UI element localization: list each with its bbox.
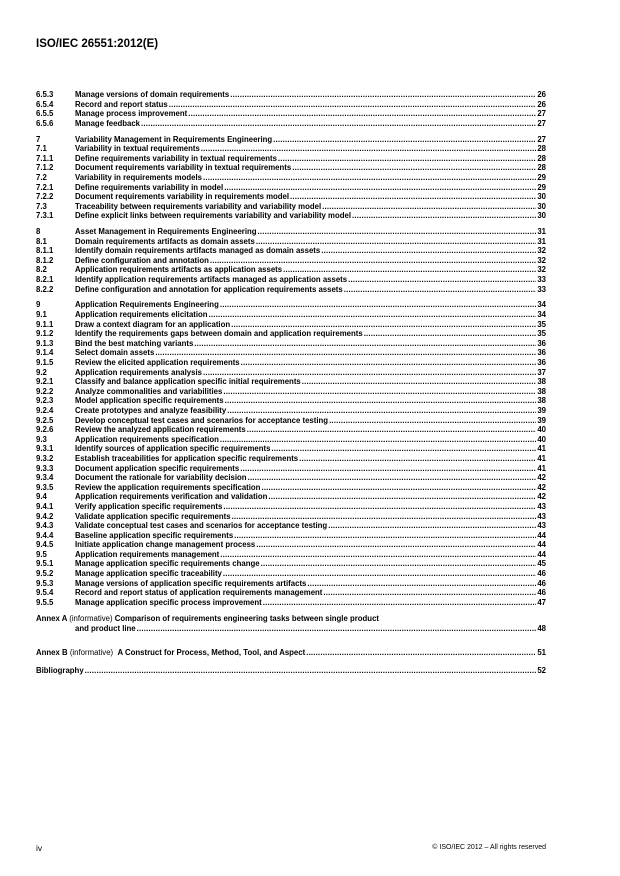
toc-entry: [36, 237, 546, 247]
toc-entry-number: 9.5.4: [36, 588, 54, 598]
toc-entry-number: 9.2.4: [36, 405, 54, 415]
toc-entry: [36, 464, 546, 474]
dot-leader: [85, 666, 537, 676]
toc-entry-title: Select domain assets: [75, 348, 155, 358]
toc-entry-title: Define requirements variability in textual requirements: [75, 153, 277, 163]
toc-entry-number: 9.2.6: [36, 425, 54, 435]
toc-entry-page: 26: [537, 99, 546, 109]
dot-leader: [329, 416, 536, 426]
bibliography-entry: [36, 666, 546, 676]
toc-entry-page: 34: [537, 310, 546, 320]
dot-leader: [364, 329, 537, 339]
toc-entry-title: Develop conceptual test cases and scenarios for acceptance testing: [75, 415, 329, 425]
toc-entry: [36, 444, 546, 454]
toc-entry-title: Validate conceptual test cases and scenarios for acceptance testing: [75, 521, 328, 531]
toc-entry-title: Identify sources of application specific requirements: [75, 444, 271, 454]
toc-entry-page: 39: [537, 405, 546, 415]
dot-leader: [223, 387, 536, 397]
toc-entry-page: 43: [537, 511, 546, 521]
toc-entry-title: Manage process improvement: [75, 109, 188, 119]
toc-entry-title: Record and report status: [75, 99, 168, 109]
annex-a-informative: (informative): [69, 614, 113, 623]
toc-entry: [36, 90, 546, 100]
dot-leader: [203, 368, 536, 378]
toc-entry: [36, 425, 546, 435]
toc-entry: [36, 550, 546, 560]
toc-entry-number: 6.5.6: [36, 118, 54, 128]
toc-entry: [36, 154, 546, 164]
dot-leader: [328, 521, 536, 531]
annex-a-title-line1: Comparison of requirements engineering tasks between single product: [114, 614, 379, 623]
toc-entry-page: 45: [537, 559, 546, 569]
toc-entry-page: 34: [537, 300, 546, 310]
toc-entry-title: Application requirements artifacts as application assets: [75, 265, 283, 275]
toc-entry-page: 43: [537, 501, 546, 511]
toc-entry-page: 44: [537, 540, 546, 550]
dot-leader: [155, 348, 536, 358]
dot-leader: [230, 90, 536, 100]
dot-leader: [234, 531, 536, 541]
toc-entry-number: 9.2: [36, 367, 47, 377]
dot-leader: [273, 135, 536, 145]
toc-entry-page: 28: [537, 163, 546, 173]
toc-entry-page: 29: [537, 182, 546, 192]
toc-entry-number: 9.1: [36, 310, 47, 320]
toc-entry-number: 9.4.4: [36, 530, 54, 540]
toc-entry-number: 9.2.3: [36, 396, 54, 406]
toc-entry-page: 28: [537, 144, 546, 154]
dot-leader: [223, 569, 536, 579]
toc-entry-page: 38: [537, 377, 546, 387]
dot-leader: [261, 483, 536, 493]
dot-leader: [220, 300, 536, 310]
toc-entry: [36, 521, 546, 531]
bibliography-page: 52: [537, 666, 546, 675]
toc-entry-title: Variability in requirements models: [75, 172, 202, 182]
toc-entry-title: Domain requirements artifacts as domain assets: [75, 236, 255, 246]
toc-entry-page: 31: [537, 227, 546, 237]
footer-page-number: iv: [36, 843, 43, 853]
toc-entry-title: Review the application requirements specification: [75, 482, 261, 492]
toc-entry-page: 42: [537, 473, 546, 483]
toc-entry: [36, 531, 546, 541]
toc-entry-page: 30: [537, 211, 546, 221]
toc-entry-title: Document requirements variability in textual requirements: [75, 163, 292, 173]
toc-entry-title: Application requirements specification: [75, 434, 219, 444]
dot-leader: [348, 275, 536, 285]
annex-b-title: A Construct for Process, Method, Tool, and Aspect: [117, 648, 306, 657]
dot-leader: [241, 358, 537, 368]
toc-entry-number: 7.2.1: [36, 182, 54, 192]
toc-entry-title: Manage versions of application specific requirements artifacts: [75, 578, 307, 588]
dot-leader: [141, 119, 536, 129]
toc-entry-page: 28: [537, 153, 546, 163]
toc-entry: [36, 569, 546, 579]
toc-entry-number: 9.5.3: [36, 578, 54, 588]
toc-entry-title: Manage application specific requirements change: [75, 559, 260, 569]
dot-leader: [261, 559, 537, 569]
toc-entry-title: Manage application specific traceability: [75, 569, 222, 579]
annex-b-informative: (informative): [69, 648, 114, 657]
dot-leader: [256, 237, 536, 247]
toc-entry-number: 7.3.1: [36, 211, 54, 221]
toc-entry-number: 9.5: [36, 549, 47, 559]
toc-entry-title: Manage feedback: [75, 118, 140, 128]
dot-leader: [231, 320, 536, 330]
toc-entry: [36, 387, 546, 397]
dot-leader: [321, 246, 536, 256]
toc-entry-title: Variability Management in Requirements Engineering: [75, 134, 273, 144]
toc-entry-number: 9.4.3: [36, 521, 54, 531]
toc-entry: [36, 211, 546, 221]
dot-leader: [227, 406, 536, 416]
toc-entry-page: 43: [537, 521, 546, 531]
toc-entry-number: 9.3.3: [36, 463, 54, 473]
dot-leader: [352, 211, 536, 221]
toc-entry-title: Manage application specific process improvement: [75, 597, 262, 607]
toc-entry-title: Define explicit links between requirements variability and variability model: [75, 211, 352, 221]
toc-entry-number: 9.2.2: [36, 386, 54, 396]
toc-entry-page: 46: [537, 578, 546, 588]
dot-leader: [225, 396, 537, 406]
toc-entry-title: Application requirements management: [75, 549, 220, 559]
toc-entry-page: 42: [537, 482, 546, 492]
toc-entry-page: 35: [537, 319, 546, 329]
dot-leader: [256, 540, 536, 550]
toc-entry-page: 36: [537, 348, 546, 358]
toc-entry: [36, 119, 546, 129]
toc-entry: [36, 579, 546, 589]
toc-entry: [36, 339, 546, 349]
toc-entry-title: Verify application specific requirements: [75, 501, 223, 511]
toc-entry-title: Application requirements elicitation: [75, 310, 208, 320]
toc-entry-title: Review the elicited application requirements: [75, 358, 240, 367]
toc-entry: [36, 109, 546, 119]
toc-entry-number: 7.1: [36, 144, 47, 154]
dot-leader: [248, 473, 537, 483]
toc-entry-number: 9.4: [36, 492, 47, 502]
toc-entry-page: 44: [537, 530, 546, 540]
toc-entry-title: Asset Management in Requirements Engineering: [75, 227, 257, 237]
toc-entry-number: 8.1: [36, 236, 47, 246]
dot-leader: [306, 648, 536, 658]
toc-entry-number: 9.3.5: [36, 482, 54, 492]
toc-entry: [36, 396, 546, 406]
toc-entry-title: Application requirements analysis: [75, 367, 202, 377]
toc-entry-number: 8.2.1: [36, 275, 54, 285]
toc-entry: [36, 512, 546, 522]
toc-entry: [36, 454, 546, 464]
toc-entry-number: 7.1.2: [36, 163, 54, 173]
toc-entry: [36, 358, 546, 368]
toc-entry-number: 8: [36, 227, 41, 237]
toc-entry: [36, 173, 546, 183]
dot-leader: [169, 100, 537, 110]
dot-leader: [323, 588, 536, 598]
toc-entry-title: Define configuration and annotation for application requirements assets: [75, 284, 343, 294]
toc-entry-title: Review the analyzed application requirements: [75, 425, 246, 435]
toc-entry-page: 44: [537, 549, 546, 559]
table-of-contents: [36, 90, 546, 607]
toc-entry: [36, 368, 546, 378]
toc-entry-number: 9.1.5: [36, 358, 54, 367]
annex-a-title-line2: and product line: [75, 624, 136, 633]
toc-entry-page: 37: [537, 367, 546, 377]
toc-entry-page: 38: [537, 396, 546, 406]
toc-entry: [36, 492, 546, 502]
toc-entry-page: 27: [537, 134, 546, 144]
toc-entry-page: 27: [537, 118, 546, 128]
toc-entry-number: 8.2.2: [36, 284, 54, 294]
toc-entry-page: 33: [537, 275, 546, 285]
toc-entry-number: 9: [36, 300, 41, 310]
toc-entry-title: Application Requirements Engineering: [75, 300, 219, 310]
dot-leader: [283, 265, 536, 275]
toc-entry: [36, 377, 546, 387]
toc-entry-number: 9.3: [36, 434, 47, 444]
toc-entry: [36, 559, 546, 569]
toc-entry-number: 7: [36, 134, 41, 144]
dot-leader: [203, 173, 536, 183]
dot-leader: [220, 550, 536, 560]
toc-entry-page: 42: [537, 492, 546, 502]
toc-entry: [36, 300, 546, 310]
dot-leader: [247, 425, 537, 435]
toc-entry: [36, 598, 546, 608]
toc-entry-page: 40: [537, 425, 546, 435]
toc-entry-number: 9.3.4: [36, 473, 54, 483]
dot-leader: [209, 310, 537, 320]
toc-entry-title: Identify domain requirements artifacts managed as domain assets: [75, 246, 321, 256]
toc-entry: [36, 227, 546, 237]
dot-leader: [210, 256, 536, 266]
toc-entry-page: 41: [537, 453, 546, 463]
toc-entry-number: 9.4.1: [36, 501, 54, 511]
dot-leader: [201, 144, 537, 154]
toc-entry: [36, 329, 546, 339]
toc-entry-number: 9.5.5: [36, 597, 54, 607]
toc-entry-number: 9.1.3: [36, 338, 54, 348]
toc-entry-page: 41: [537, 444, 546, 454]
dot-leader: [223, 502, 536, 512]
toc-entry: [36, 540, 546, 550]
toc-entry-title: Manage versions of domain requirements: [75, 90, 230, 99]
toc-entry-page: 46: [537, 588, 546, 598]
toc-entry-title: Document the rationale for variability decision: [75, 473, 247, 483]
dot-leader: [268, 492, 536, 502]
annex-a-label: Annex A: [36, 614, 68, 623]
toc-entry-number: 9.2.5: [36, 415, 54, 425]
toc-entry: [36, 265, 546, 275]
toc-entry-title: Model application specific requirements: [75, 396, 224, 406]
toc-entry: [36, 144, 546, 154]
toc-entry-number: 9.1.4: [36, 348, 54, 358]
toc-entry-number: 9.1.1: [36, 319, 54, 329]
toc-entry: [36, 483, 546, 493]
toc-entry-title: Establish traceabilities for application specific requirements: [75, 453, 299, 463]
toc-entry: [36, 473, 546, 483]
toc-entry-title: Document application specific requirements: [75, 463, 240, 473]
toc-entry-title: Initiate application change management process: [75, 540, 256, 550]
toc-entry: [36, 183, 546, 193]
toc-entry-number: 9.4.2: [36, 511, 54, 521]
toc-entry-title: Record and report status of application requirements management: [75, 588, 323, 598]
toc-entry-page: 40: [537, 434, 546, 444]
toc-entry-number: 7.1.1: [36, 153, 54, 163]
toc-entry-number: 9.1.2: [36, 329, 54, 339]
toc-entry-page: 30: [537, 192, 546, 202]
toc-entry-number: 6.5.4: [36, 99, 54, 109]
toc-entry-number: 9.5.2: [36, 569, 54, 579]
dot-leader: [278, 154, 536, 164]
dot-leader: [220, 435, 536, 445]
toc-entry-number: 9.2.1: [36, 377, 54, 387]
toc-entry-title: Variability in textual requirements: [75, 144, 200, 154]
toc-entry-page: 39: [537, 415, 546, 425]
annex-b-label: Annex B: [36, 648, 68, 657]
dot-leader: [137, 624, 537, 634]
toc-entry-page: 30: [537, 201, 546, 211]
toc-entry: [36, 256, 546, 266]
toc-entry-page: 38: [537, 386, 546, 396]
dot-leader: [302, 377, 537, 387]
toc-entry-page: 31: [537, 236, 546, 246]
dot-leader: [194, 339, 536, 349]
toc-entry: [36, 502, 546, 512]
toc-entry-page: 47: [537, 597, 546, 607]
dot-leader: [307, 579, 536, 589]
toc-entry-number: 8.1.2: [36, 255, 54, 265]
toc-entry: [36, 588, 546, 598]
toc-entry-title: Identify application requirements artifacts managed as application assets: [75, 275, 348, 285]
toc-entry: [36, 310, 546, 320]
toc-entry-number: 9.3.1: [36, 444, 54, 454]
toc-entry-title: Define requirements variability in model: [75, 182, 224, 192]
toc-entry-title: Baseline application specific requirements: [75, 530, 234, 540]
toc-entry: [36, 435, 546, 445]
toc-entry: [36, 192, 546, 202]
toc-entry: [36, 100, 546, 110]
toc-entry-title: Validate application specific requirements: [75, 511, 231, 521]
toc-entry-page: 26: [537, 90, 546, 99]
dot-leader: [322, 202, 536, 212]
toc-entry: [36, 416, 546, 426]
toc-entry: [36, 406, 546, 416]
toc-entry-title: Classify and balance application specific initial requirements: [75, 377, 301, 387]
toc-entry-number: 6.5.5: [36, 109, 54, 119]
toc-entry-title: Draw a context diagram for an application: [75, 319, 231, 329]
toc-entry: [36, 246, 546, 256]
toc-entry-title: Identify the requirements gaps between domain and application requirements: [75, 329, 363, 339]
dot-leader: [224, 183, 536, 193]
toc-entry-number: 8.1.1: [36, 246, 54, 256]
toc-entry-page: 27: [537, 109, 546, 119]
toc-entry-number: 9.3.2: [36, 453, 54, 463]
toc-entry-page: 36: [537, 358, 546, 367]
bibliography-title: Bibliography: [36, 666, 84, 675]
toc-entry-page: 32: [537, 255, 546, 265]
dot-leader: [240, 464, 536, 474]
document-header: ISO/IEC 26551:2012(E): [36, 38, 159, 50]
toc-entry: [36, 285, 546, 295]
dot-leader: [188, 109, 536, 119]
toc-entry: [36, 275, 546, 285]
toc-entry-page: 46: [537, 569, 546, 579]
footer-copyright: © ISO/IEC 2012 – All rights reserved: [432, 844, 546, 851]
dot-leader: [258, 227, 537, 237]
toc-entry: [36, 135, 546, 145]
toc-entry-page: 36: [537, 338, 546, 348]
toc-entry-page: 29: [537, 172, 546, 182]
toc-entry-number: 6.5.3: [36, 90, 54, 99]
dot-leader: [271, 444, 536, 454]
toc-entry-number: 7.2: [36, 172, 47, 182]
toc-entry-page: 35: [537, 329, 546, 339]
dot-leader: [299, 454, 536, 464]
toc-entry-number: 9.5.1: [36, 559, 54, 569]
toc-entry-page: 33: [537, 284, 546, 294]
toc-entry: [36, 348, 546, 358]
dot-leader: [344, 285, 537, 295]
toc-entry: [36, 320, 546, 330]
annex-a-page: 48: [537, 624, 546, 633]
dot-leader: [290, 192, 536, 202]
dot-leader: [263, 598, 537, 608]
dot-leader: [232, 512, 537, 522]
toc-entry-title: Bind the best matching variants: [75, 338, 194, 348]
toc-entry-number: 8.2: [36, 265, 47, 275]
annex-a-entry: [36, 614, 546, 634]
toc-entry-title: Analyze commonalities and variabilities: [75, 386, 223, 396]
toc-entry-title: Define configuration and annotation: [75, 255, 209, 265]
annex-b-entry: [36, 648, 546, 658]
toc-entry-number: 9.4.5: [36, 540, 54, 550]
toc-entry-title: Application requirements verification and validation: [75, 492, 268, 502]
toc-entry-number: 7.3: [36, 201, 47, 211]
toc-entry: [36, 163, 546, 173]
annex-b-page: 51: [537, 648, 546, 657]
toc-entry-title: Traceability between requirements variability and variability model: [75, 201, 322, 211]
toc-entry-page: 32: [537, 246, 546, 256]
toc-entry-number: 7.2.2: [36, 192, 54, 202]
dot-leader: [292, 163, 536, 173]
toc-entry-title: Create prototypes and analyze feasibility: [75, 405, 227, 415]
toc-entry-title: Document requirements variability in requirements model: [75, 192, 290, 202]
toc-entry-page: 41: [537, 463, 546, 473]
toc-entry-page: 32: [537, 265, 546, 275]
toc-entry: [36, 202, 546, 212]
